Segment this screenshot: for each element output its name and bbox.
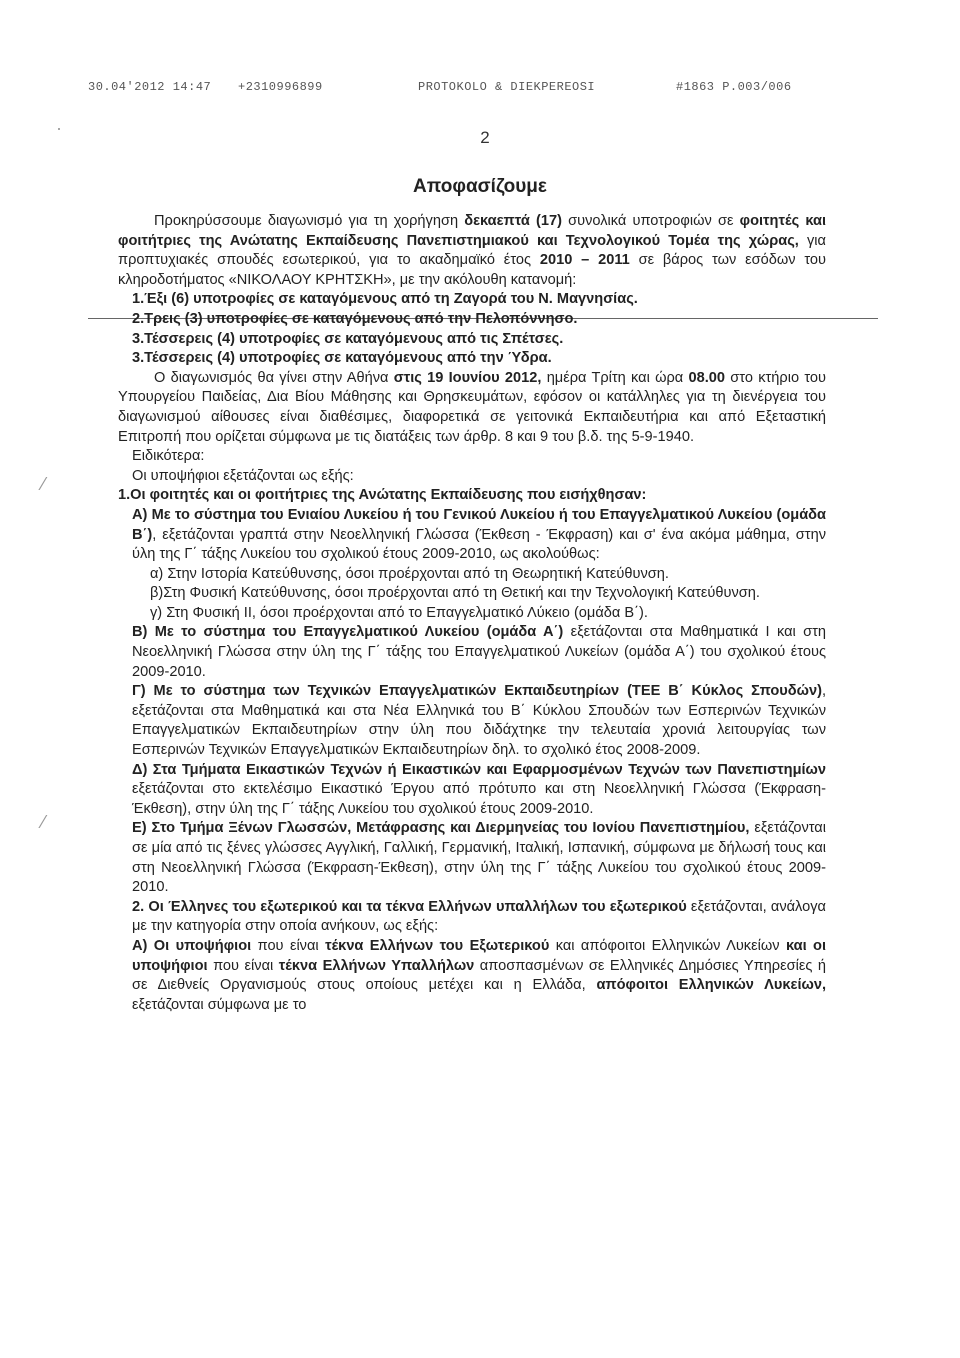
fax-page-ref: #1863 P.003/006: [676, 80, 792, 94]
section-1e: Ε) Στο Τμήμα Ξένων Γλωσσών, Μετάφρασης και Διερμηνείας του Ιονίου Πανεπιστημίου, εξετάζονται σε μία από τις ξένες γλώσσες Αγγλική, Γαλλική, Γερμανική, Ιταλική, Ισπανική, σύμφωνα με δήλωσή τους και στη Νεοελληνική Γλώσσα (Έκφραση-Έκθεση), στην ύλη της Γ΄ τάξης Λυκείου του σχολικού έτους 2009-2010.: [132, 820, 826, 896]
section-1a-item: β)Στη Φυσική Κατεύθυνσης, όσοι προέρχονται από τη Θετική και την Τεχνολογική Κατεύθυνση.: [150, 585, 760, 602]
section-1d: Δ) Στα Τμήματα Εικαστικών Τεχνών ή Εικαστικών και Εφαρμοσμένων Τεχνών των Πανεπιστημίων εξετάζονται στο εκτελέσιμο Εικαστικό Έργου από πρότυπο και στη Νεοελληνική Γλώσσα (Έκφραση-Έκθεση), στην ύλη της Γ΄ τάξης Λυκείου του σχολικού έτους 2009-2010.: [132, 761, 826, 817]
academic-years: 2010 – 2011: [539, 252, 630, 269]
section-1c: Γ) Με το σύστημα των Τεχνικών Επαγγελματικών Εκπαιδευτηρίων (ΤΕΕ Β΄ Κύκλος Σπουδών), εξετάζονται στα Μαθηματικά και στα Νέα Ελληνικά του Β΄ Κύκλου Σπουδών των Εσπερινών Τεχνικών Επαγγελματικών Εκπαιδευτηρίων στην ύλη που διδάχτηκε την τελευταία χρονιά λειτουργίας των Εσπερινών Τεχνικών Επαγγελματικών Εκπαιδευτηρίων δηλ. το σχολικό έτος 2008-2009.: [132, 683, 826, 759]
scan-mark-icon: ⁄: [42, 474, 46, 494]
exam-time: 08.00: [688, 369, 726, 386]
allocation-item: 3.Τέσσερεις (4) υποτροφίες σε καταγόμενους από τις Σπέτσες.: [132, 330, 564, 347]
allocation-item: 2.Τρεις (3) υποτροφίες σε καταγόμενους από την Πελοπόννησο.: [132, 310, 578, 327]
section-1a: Α) Με το σύστημα του Ενιαίου Λυκείου ή του Γενικού Λυκείου ή του Επαγγελματικού Λυκείου (ομάδα Β΄), εξετάζονται γραπτά στην Νεοελληνική Γλώσσα (Έκθεση - Έκφραση) και σ' ένα ακόμα μάθημα, στην ύλη της Γ΄ τάξης Λυκείου του σχολικού έτους 2009-2010, ως ακολούθως:: [132, 506, 826, 563]
section-1a-item: α) Στην Ιστορία Κατεύθυνσης, όσοι προέρχονται από τη Θεωρητική Κατεύθυνση.: [150, 565, 669, 582]
section-1b: Β) Με το σύστημα του Επαγγελματικού Λυκείου (ομάδα Α΄) εξετάζονται στα Μαθηματικά Ι και στη Νεοελληνική Γλώσσα στην ύλη της Γ΄ τάξης του Επαγγελματικού Λυκείων (ομάδα Α΄) του σχολικού έτους 2009-2010.: [132, 624, 826, 680]
specifically-label: Ειδικότερα:: [132, 448, 205, 465]
scan-mark-icon: ⁄: [42, 812, 46, 832]
target-group: φοιτητές και φοιτήτριες της Ανώτατης Εκπαίδευσης Πανεπιστημιακού και Τεχνολογικού Τομέα της χώρας,: [118, 213, 826, 249]
section-2a: Α) Οι υποψήφιοι που είναι τέκνα Ελλήνων του Εξωτερικού και απόφοιτοι Ελληνικών Λυκείων και οι υποψήφιοι που είναι τέκνα Ελλήνων Υπαλλήλων αποσπασμένων σε Ελληνικές Δημόσιες Υπηρεσίες ή σε Διεθνείς Οργανισμούς στους οποίους μετέχει και η Ελλάδα, απόφοιτοι Ελληνικών Λυκείων, εξετάζονται σύμφωνα με το: [132, 937, 827, 1013]
fax-datetime: 30.04'2012 14:47: [88, 80, 212, 94]
scan-mark-icon: ·: [56, 118, 62, 138]
allocation-item: 3.Τέσσερεις (4) υποτροφίες σε καταγόμενους από την Ύδρα.: [132, 350, 552, 367]
exam-date: στις 19 Ιουνίου 2012,: [393, 369, 542, 386]
fax-phone: +2310996899: [238, 80, 323, 94]
page-number: 2: [480, 128, 490, 147]
allocation-item: 1.Έξι (6) υποτροφίες σε καταγόμενους από τη Ζαγορά του Ν. Μαγνησίας.: [132, 291, 638, 308]
document-title: Αποφασίζουμε: [413, 176, 547, 197]
candidates-intro: Οι υποψήφιοι εξετάζονται ως εξής:: [132, 467, 354, 484]
fax-service: PROTOKOLO & DIEKPEREOSI: [418, 80, 596, 94]
exam-paragraph: Ο διαγωνισμός θα γίνει στην Αθήνα στις 19 Ιουνίου 2012, ημέρα Τρίτη και ώρα 08.00 στο κτήριο του Υπουργείου Παιδείας, Δια Βίου Μάθησης και Θρησκευμάτων, εφόσον οι κατάλληλες για τη διενέργεια του διαγωνισμού αίθουσες είναι διαθέσιμες, διαφορετικά σε γειτονικά Εκπαιδευτήρια και από Εξεταστική Επιτροπή που ορίζεται σύμφωνα με τις διατάξεις των άρθρ. 8 και 9 του β.δ. της 5-9-1940.: [118, 369, 826, 445]
intro-paragraph: Προκηρύσσουμε διαγωνισμό για τη χορήγηση δεκαεπτά (17) συνολικά υποτροφιών σε φοιτητές και φοιτήτριες της Ανώτατης Εκπαίδευσης Πανεπιστημιακού και Τεχνολογικού Τομέα της χώρας, για προπτυχιακές σπουδές εσωτερικού, για το ακαδημαϊκό έτος 2010 – 2011 σε βάρος των εσόδων του κληροδοτήματος «ΝΙΚΟΛΑΟΥ ΚΡΗΤΣΚΗ», με την ακόλουθη κατανομή:: [118, 213, 826, 288]
section-1a-item: γ) Στη Φυσική ΙΙ, όσοι προέρχονται από το Επαγγελματικό Λύκειο (ομάδα Β΄).: [150, 604, 648, 621]
document-body: [118, 212, 826, 1015]
section-2-heading: 2. Οι Έλληνες του εξωτερικού και τα τέκνα Ελλήνων υπαλλήλων του εξωτερικού εξετάζονται, ανάλογα με την κατηγορία στην οποία ανήκουν, ως εξής:: [132, 898, 826, 935]
scholarship-count: δεκαεπτά (17): [464, 213, 562, 229]
section-1-heading: 1.Οι φοιτητές και οι φοιτήτριες της Ανώτατης Εκπαίδευσης που εισήχθησαν:: [118, 487, 647, 504]
